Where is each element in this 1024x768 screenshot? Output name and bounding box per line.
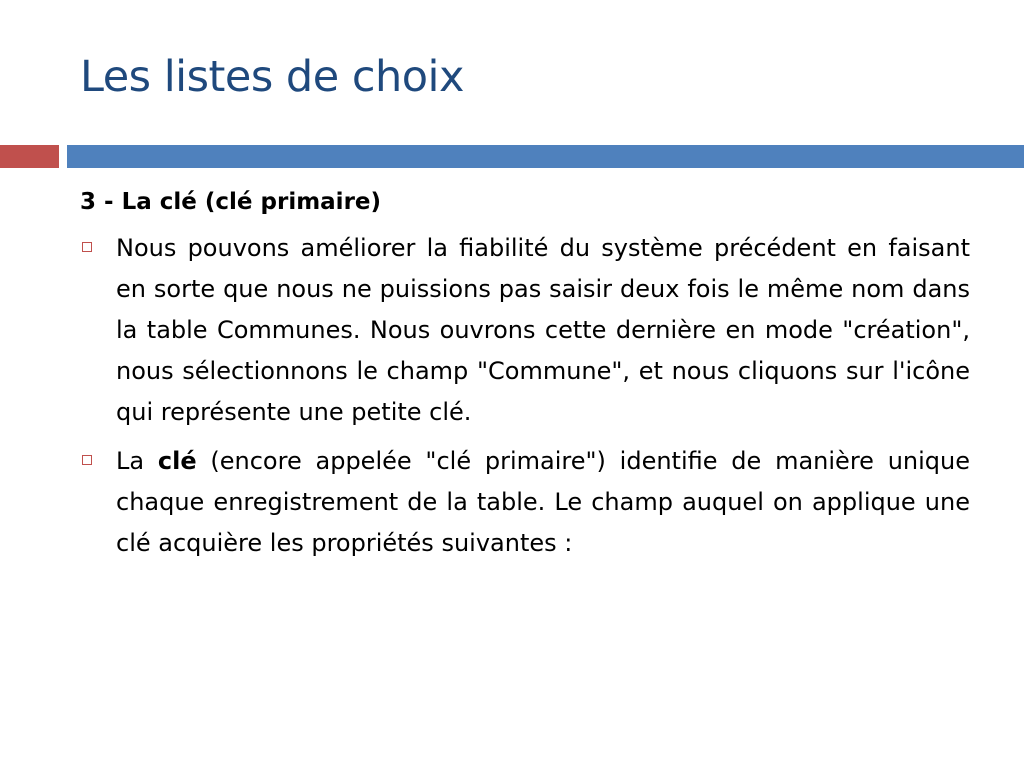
bullet-text: Nous pouvons améliorer la fiabilité du système précédent en faisant en sorte que nous ne puissions pas saisir deux fois le même nom dans la table Communes. Nous ouvrons cette dernière en mode "création", nous sélectionnons le champ "Commune", et nous cliquons sur l'icône qui représente une petite clé. (116, 234, 970, 426)
bullet-item (80, 441, 970, 564)
bullet-text-after: (encore appelée "clé primaire") identifie de manière unique chaque enregistrement de la table. Le champ auquel on applique une clé acquière les propriétés suivantes : (116, 447, 971, 557)
slide-content (80, 182, 970, 572)
bullet-text-bold: clé (157, 447, 197, 475)
bullet-item (80, 228, 970, 433)
section-subtitle: 3 - La clé (clé primaire) (80, 189, 382, 215)
bullet-list (80, 228, 970, 564)
hollow-square-bullet-icon (82, 455, 92, 465)
bullet-text-before: La (116, 447, 158, 475)
hollow-square-bullet-icon (82, 242, 92, 252)
accent-bar-blue (67, 145, 1024, 168)
slide-title: Les listes de choix (80, 52, 464, 102)
accent-bar-red (0, 145, 59, 168)
